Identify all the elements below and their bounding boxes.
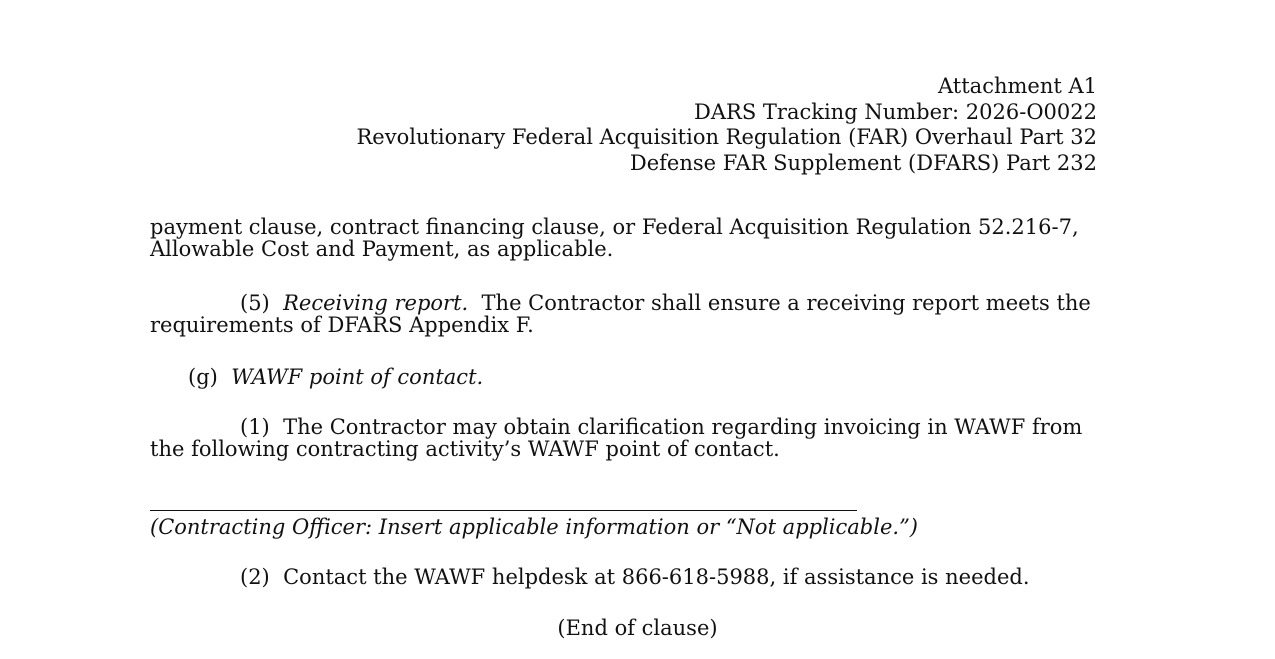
paragraph-number: (5) [240,291,270,315]
end-of-clause: (End of clause) [557,616,718,640]
wawf-clarification-paragraph [150,416,1110,460]
contracting-officer-note: (Contracting Officer: Insert applicable information or “Not applicable.”) [150,515,918,539]
paragraph-number: (2) [240,565,270,589]
tracking-number: DARS Tracking Number: 2026-O0022 [694,99,1097,124]
helpdesk-paragraph [240,566,1030,588]
receiving-report-paragraph [150,292,1110,336]
paragraph-heading: Receiving report. [283,291,469,315]
paragraph-text: The Contractor may obtain clarification regarding invoicing in WAWF from the following contracting activity’s WAWF point of contact. [150,415,1083,461]
attachment-label: Attachment A1 [938,74,1097,98]
document-header [357,74,1098,176]
paragraph-heading: WAWF point of contact. [231,365,484,389]
paragraph-text: The Contractor shall ensure a receiving report meets the requirements of DFARS Appendix F. [150,291,1091,337]
payment-clause-paragraph: payment clause, contract financing clause, or Federal Acquisition Regulation 52.216-7, Allowable Cost and Payment, as applicable. [150,215,1079,261]
dfars-part-title: Defense FAR Supplement (DFARS) Part 232 [629,150,1097,175]
wawf-contact-heading [150,366,1110,388]
paragraph-number: (1) [240,415,270,439]
paragraph-number: (g) [188,365,218,389]
fill-in-line [150,510,857,511]
paragraph-text: Contact the WAWF helpdesk at 866-618-5988, if assistance is needed. [283,565,1030,589]
far-part-title: Revolutionary Federal Acquisition Regulation (FAR) Overhaul Part 32 [356,125,1097,149]
